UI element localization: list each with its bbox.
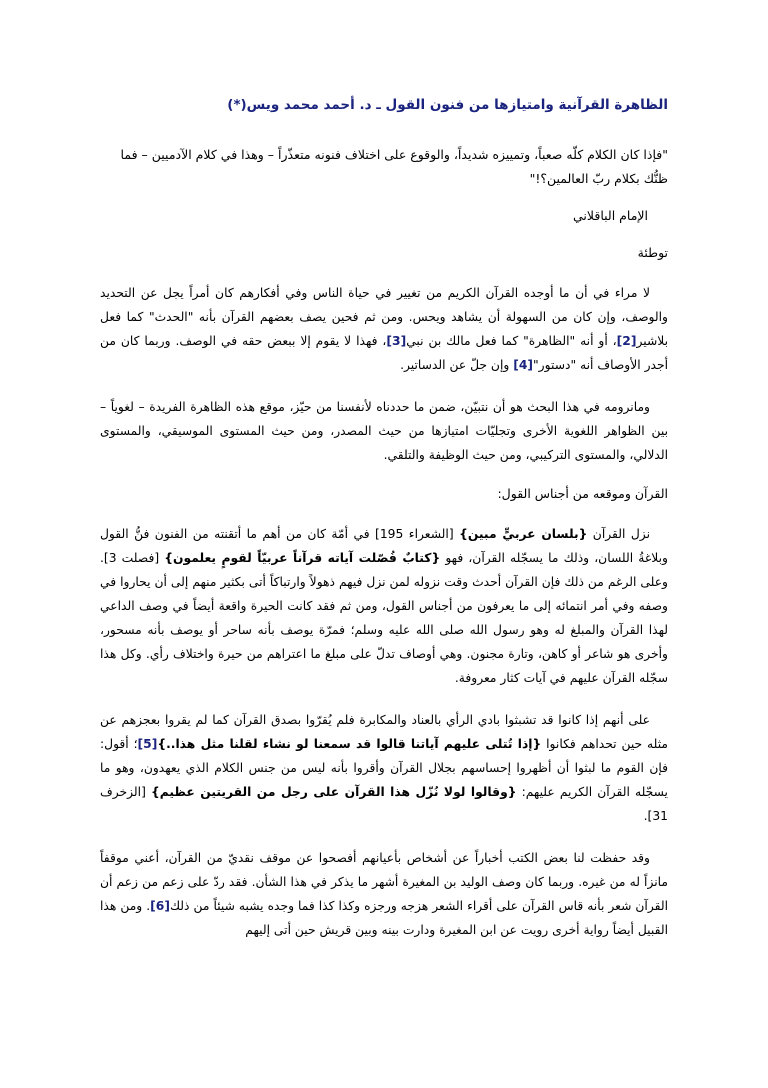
p1-text-d: وإن جلّ عن الدساتير. [400, 358, 514, 373]
article-title: الظاهرة القرآنية وامتيازها من فنون القول ـ د. أحمد محمد ويس(*) [227, 97, 668, 113]
p1-text-c: ، فهذا لا يقوم إلا ببعض حقه في الوصف. وربما كان من أجدر الأوصاف أنه "دستور" [100, 334, 668, 373]
p4-text-a: على أنهم إذا كانوا قد تشبثوا بادي الرأي بالعناد والمكابرة فلم يُقرّوا بصدق القرآن كما لم يقروا بعجزهم عن مثله حين تحداهم فكانوا [100, 712, 668, 751]
verse-quote: {وقالوا لولا نُزّل هذا القرآن على رجل من القريتين عظيم} [150, 784, 517, 799]
paragraph-5 [100, 847, 668, 943]
p1-text-b: ، أو أنه "الظاهرة" كما فعل مالك بن نبي [406, 334, 617, 349]
footnote-ref-5[interactable]: [5] [137, 736, 158, 751]
p4-text-c: [الزخرف 31]. [100, 784, 668, 823]
p4-text-b: ؛ أقول: فإن القوم ما لبثوا أن أظهروا إحساسهم بجلال القرآن وأقروا بأنه ليس من جنس الكلام الذي يعهدون، وهو ما يسجّله القرآن الكريم عليهم: [100, 736, 668, 799]
paragraph-2: ومانرومه في هذا البحث هو أن نتبيّن، ضمن ما حددناه لأنفسنا من حيّز، موقع هذه الظاهرة الفريدة – لغوياً – بين الظواهر اللغوية الأخرى وتجليّات امتيازها من حيث المصدر، ومن حيث المستوى الموسيقي، والمستوى الدلالي، والمستوى التركيبي، ومن حيث الوظيفة والتلقي. [100, 400, 668, 463]
verse-quote: {إذا تُتلى عليهم آياتنا قالوا قد سمعنا لو نشاء لقلنا مثل هذا..} [157, 736, 542, 751]
opening-quote: "فإذا كان الكلام كلّه صعباً، وتمييزه شديداً، والوقوع على اختلاف فنونه متعذّراً – وهذا في كلام الآدميين – فما ظنُّك بكلام ربّ العالمين؟!" [120, 146, 668, 186]
intro-heading: توطئة [637, 245, 668, 261]
footnote-ref-3[interactable]: [3] [386, 334, 407, 349]
footnote-ref-6[interactable]: [6] [150, 898, 170, 913]
p3-text-c: [فصلت 3]. وعلى الرغم من ذلك فإن القرآن أحدث وقت نزوله لمن نزل فيهم ذهولاً وارتباكاً أتى بكثير منهم إلى أن يحاروا في وصفه وفي أمر انتمائه إلى ما يعرفون من أجناس القول، ومن ثم فقد كانت الحيرة واقعة أيضاً في وصف الداعي لهذا القرآن والمبلغ له وهو رسول الله صلى الله عليه وسلم؛ فمرّة يوصف بأنه ساحر أو يوصف بأنه مسحور، وأخرى هو شاعر أو كاهن، وتارة مجنون. وهي أوصاف تدلّ على مبلغ ما اعتراهم من حيرة واختلاف رأي. وكل هذا سجّله القرآن عليهم في آيات كثار معروفة. [100, 551, 668, 685]
p5-text-a: وقد حفظت لنا بعض الكتب أخباراً عن أشخاص بأعيانهم أفصحوا عن موقف نقديّ من القرآن، أعني موقفاً مانزاً له من غيره. وربما كان وصف الوليد بن المغيرة أشهر ما يذكر في هذا الشأن. فقد ردّ على زعم من زعم أن القرآن شعر بأنه قاس القرآن على أقراء الشعر هزجه ورجزه وكذا كذا فما وجده يشبه شيئاً من ذلك [100, 850, 668, 913]
verse-quote: {بلسان عربيٍّ مبين} [459, 527, 588, 542]
paragraph-3 [100, 523, 668, 691]
section-heading-genres: القرآن وموقعه من أجناس القول: [497, 486, 668, 502]
paragraph-4 [100, 709, 668, 829]
footnote-ref-2[interactable]: [2] [616, 334, 637, 349]
p1-text-a: لا مراء في أن ما أوجده القرآن الكريم من تغيير في حياة الناس وفي أفكارهم كان أمراً يجل عن التحديد والوصف، وإن كان من السهولة أن يشاهد ويحس. ومن ثم فحين يصف بعضهم القرآن بأنه "الحدث" كما فعل بلاشير [100, 286, 669, 349]
p3-text-b: [الشعراء 195] في أمّة كان من أهم ما أتقنته من الفنون فنُّ القول وبلاغةُ اللسان، وذلك ما يسجّله القرآن، فهو [100, 527, 668, 566]
quote-author: الإمام الباقلاني [572, 208, 648, 224]
p5-text-b: . ومن هذا القبيل أيضاً رواية أخرى رويت عن ابن المغيرة ودارت بينه وبين قريش حين أتى إليهم [100, 898, 668, 937]
p3-text-a: نزل القرآن [587, 527, 650, 542]
verse-quote: {كتابٌ فُصّلت آياته قرآناً عربيّاً لقومٍ يعلمون} [164, 551, 441, 566]
footnote-ref-4[interactable]: [4] [513, 358, 534, 373]
paragraph-1 [100, 282, 668, 378]
